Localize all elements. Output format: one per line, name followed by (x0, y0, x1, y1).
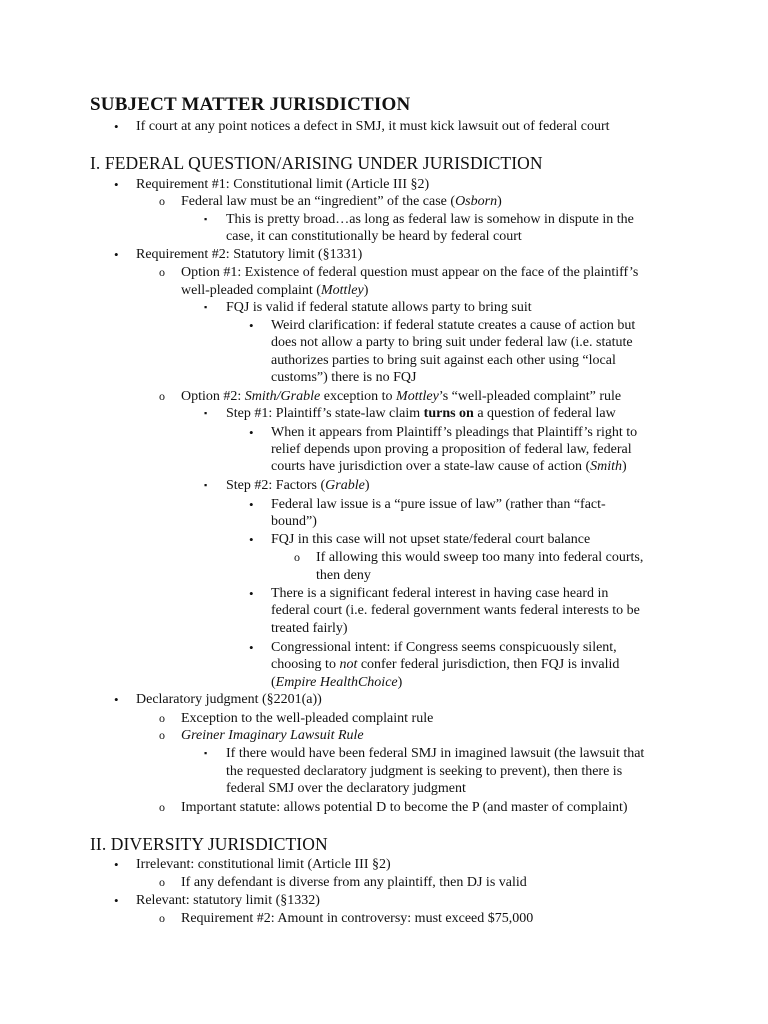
weird-clarification-line1: Weird clarification: if federal statute creates a cause of action but (271, 318, 636, 333)
square-marker: ▪ (204, 302, 208, 312)
declaratory-note-line3: federal SMJ over the declaratory judgment (226, 781, 466, 796)
bullet-marker: • (114, 857, 119, 872)
bullet-marker: • (249, 497, 254, 512)
bullet-marker: • (114, 692, 119, 707)
step-1-note-line3: courts have jurisdiction over a state-law cause of action (Smith) (271, 459, 627, 474)
requirement-1-sub: Federal law must be an “ingredient” of the case (Osborn) (181, 194, 502, 209)
square-marker: ▪ (204, 748, 208, 758)
factor-2: FQJ in this case will not upset state/federal court balance (271, 532, 591, 547)
circle-marker: o (159, 875, 165, 889)
declaratory-sub-2: Greiner Imaginary Lawsuit Rule (181, 728, 364, 743)
step-2: Step #2: Factors (Grable) (226, 478, 370, 493)
declaratory-note-line2: the requested declaratory judgment is seeking to prevent), then there is (226, 764, 623, 779)
option-1-line2: well-pleaded complaint (Mottley) (181, 283, 369, 298)
requirement-1-note-line1: This is pretty broad…as long as federal law is somehow in dispute in the (226, 212, 634, 227)
bullet-marker: • (114, 177, 119, 192)
page-title: SUBJECT MATTER JURISDICTION (90, 94, 411, 115)
bullet-marker: • (114, 893, 119, 908)
intro-bullet: If court at any point notices a defect in SMJ, it must kick lawsuit out of federal court (136, 119, 610, 134)
step-1-note-line2: relief depends upon proving a proposition of federal law, federal (271, 442, 632, 457)
circle-marker: o (159, 194, 165, 208)
circle-marker: o (159, 389, 165, 403)
factor-4-line2: choosing to not confer federal jurisdiction, then FQJ is invalid (271, 657, 620, 672)
declaratory-sub-1: Exception to the well-pleaded complaint rule (181, 711, 434, 726)
factor-3-line2: federal court (i.e. federal government wants federal interests to be (271, 603, 640, 618)
requirement-1: Requirement #1: Constitutional limit (Article III §2) (136, 177, 430, 192)
circle-marker: o (159, 911, 165, 925)
factor-3-line3: treated fairly) (271, 621, 348, 636)
section-heading-federal-question: I. FEDERAL QUESTION/ARISING UNDER JURISDICTION (90, 153, 543, 173)
section-heading-diversity: II. DIVERSITY JURISDICTION (90, 834, 328, 854)
bullet-marker: • (249, 586, 254, 601)
weird-clarification-line3: authorizes parties to bring suit against each other using “local (271, 353, 616, 368)
declaratory-judgment: Declaratory judgment (§2201(a)) (136, 692, 322, 707)
circle-marker: o (294, 550, 300, 564)
square-marker: ▪ (204, 214, 208, 224)
fqj-valid: FQJ is valid if federal statute allows party to bring suit (226, 300, 532, 315)
declaratory-sub-3: Important statute: allows potential D to become the P (and master of complaint) (181, 800, 628, 815)
factor-4-line3: (Empire HealthChoice) (271, 675, 403, 690)
bullet-marker: • (249, 425, 254, 440)
requirement-2: Requirement #2: Statutory limit (§1331) (136, 247, 363, 262)
weird-clarification-line2: does not allow a party to bring suit under federal law (i.e. statute (271, 335, 633, 350)
circle-marker: o (159, 800, 165, 814)
circle-marker: o (159, 265, 165, 279)
square-marker: ▪ (204, 408, 208, 418)
step-1: Step #1: Plaintiff’s state-law claim turns on a question of federal law (226, 406, 616, 421)
option-1-line1: Option #1: Existence of federal question must appear on the face of the plaintiff’s (181, 265, 639, 280)
option-2: Option #2: Smith/Grable exception to Mottley’s “well-pleaded complaint” rule (181, 389, 622, 404)
weird-clarification-line4: customs”) there is no FQJ (271, 370, 417, 385)
declaratory-note-line1: If there would have been federal SMJ in imagined lawsuit (the lawsuit that (226, 746, 645, 761)
step-1-note-line1: When it appears from Plaintiff’s pleadings that Plaintiff’s right to (271, 425, 638, 440)
factor-2-sub-line2: then deny (316, 568, 371, 583)
bullet-marker: • (249, 640, 254, 655)
factor-1-line1: Federal law issue is a “pure issue of law” (rather than “fact- (271, 497, 606, 512)
irrelevant-limit: Irrelevant: constitutional limit (Article III §2) (136, 857, 391, 872)
factor-1-line2: bound”) (271, 514, 317, 529)
factor-4-line1: Congressional intent: if Congress seems conspicuously silent, (271, 640, 617, 655)
relevant-limit: Relevant: statutory limit (§1332) (136, 893, 320, 908)
square-marker: ▪ (204, 480, 208, 490)
requirement-1-note-line2: case, it can constitutionally be heard by federal court (226, 229, 522, 244)
irrelevant-limit-sub: If any defendant is diverse from any plaintiff, then DJ is valid (181, 875, 527, 890)
factor-3-line1: There is a significant federal interest in having case heard in (271, 586, 609, 601)
factor-2-sub-line1: If allowing this would sweep too many into federal courts, (316, 550, 644, 565)
circle-marker: o (159, 728, 165, 742)
bullet-marker: • (249, 318, 254, 333)
circle-marker: o (159, 711, 165, 725)
bullet-marker: • (249, 532, 254, 547)
bullet-marker: • (114, 247, 119, 262)
bullet-marker: • (114, 119, 119, 134)
relevant-limit-sub: Requirement #2: Amount in controversy: must exceed $75,000 (181, 911, 534, 926)
